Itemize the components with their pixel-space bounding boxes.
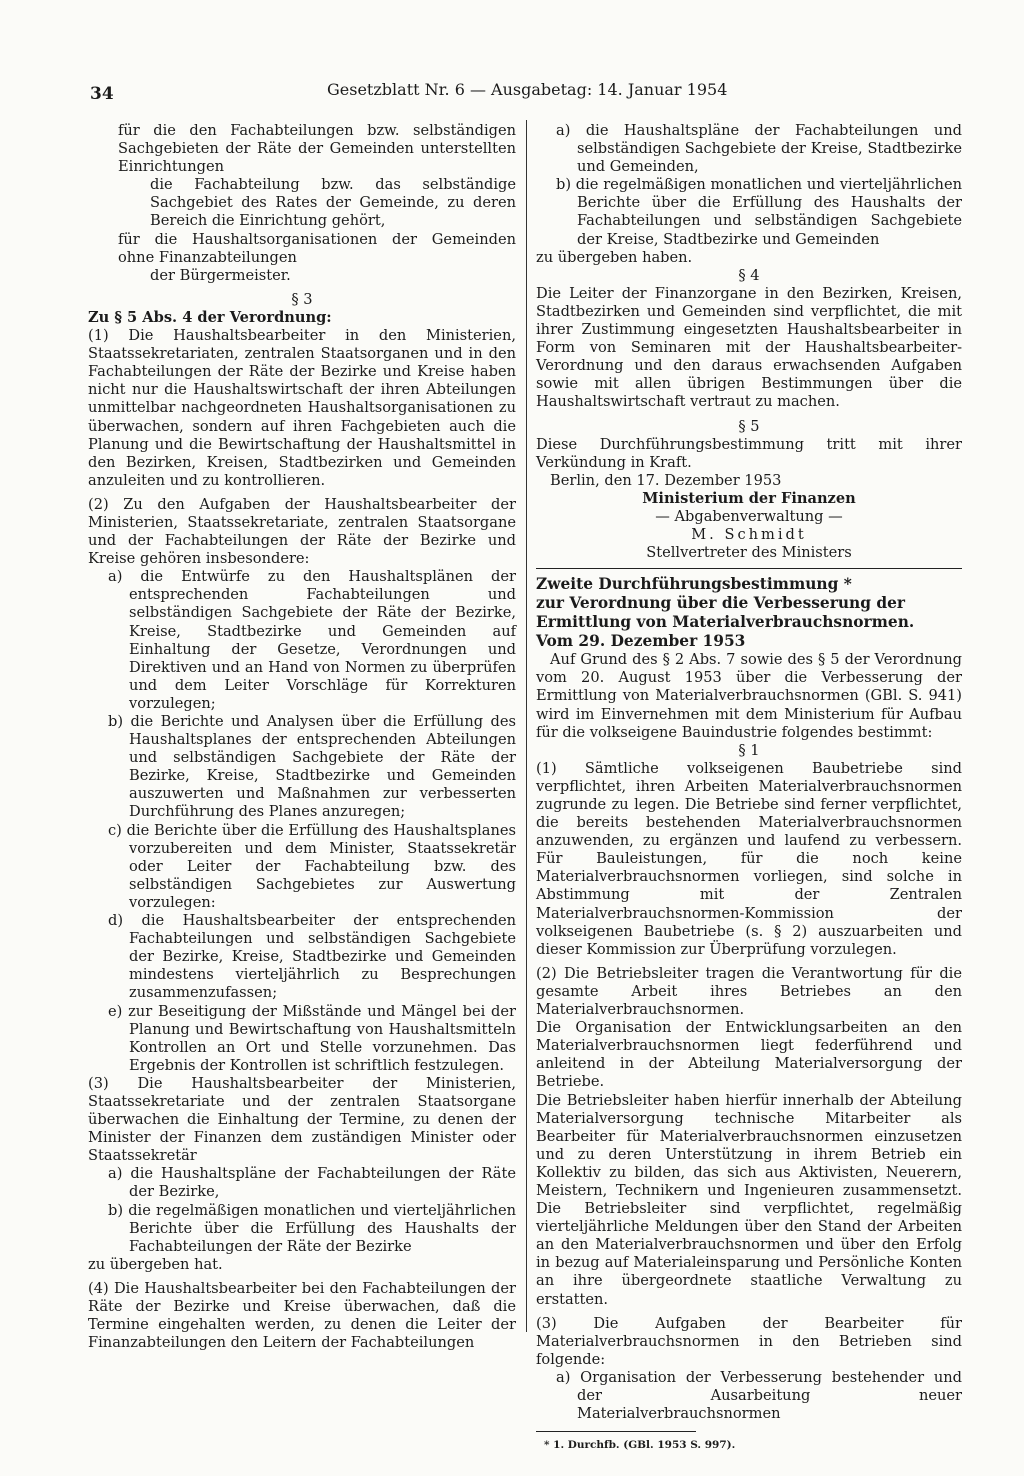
list-item: d) die Haushaltsbearbeiter der entsprechenden Fachabteilungen und selbständigen Sachgebiete der Bezirke, Kreise, Stadtbezirke und Gemeinden mindestens vierteljährlich zu Besprechungen zusammenzufassen; (108, 912, 516, 1002)
list-item: b) die regelmäßigen monatlichen und vierteljährlichen Berichte über die Erfüllung des Haushalts der Fachabteilungen und selbständigen Sachgebiete der Kreise, Stadtbezirke und Gemeinden (556, 176, 962, 248)
section-heading: § 4 (738, 266, 760, 284)
left-column (88, 122, 516, 1352)
page-header (90, 80, 968, 104)
intro-paragraph: für die den Fachabteilungen bzw. selbständigen Sachgebieten der Räte der Gemeinden unterstellten Einrichtungen (118, 122, 516, 176)
column-divider (526, 120, 527, 1332)
paragraph: Die Leiter der Finanzorgane in den Bezirken, Kreisen, Stadtbezirken und Gemeinden sind verpflichtet, die mit ihrer Zustimmung eingesetzten Haushaltsbearbeiter in Form von Seminaren mit der Haushaltsbearbeiter-Verordnung und den daraus erwachsenden Aufgaben sowie mit allen übrigen Bestimmungen über die Haushaltswirtschaft vertraut zu machen. (536, 284, 962, 411)
paragraph: Diese Durchführungsbestimmung tritt mit ihrer Verkündung in Kraft. (536, 435, 962, 471)
paragraph: (4) Die Haushaltsbearbeiter bei den Fachabteilungen der Räte der Bezirke und Kreise überwachen, daß die Termine eingehalten werden, zu denen die Leiter der Finanzabteilungen den Leitern der Fachabteilungen (88, 1279, 516, 1352)
list-item: a) die Haushaltspläne der Fachabteilungen und selbständigen Sachgebiete der Kreise, Stadtbezirke und Gemeinden, (556, 122, 962, 176)
department-name: — Abgabenverwaltung — (655, 507, 843, 525)
paragraph: (1) Sämtliche volkseigenen Baubetriebe sind verpflichtet, ihren Arbeiten Materialverbrauchsnormen zugrunde zu legen. Die Betriebe sind ferner verpflichtet, die bereits bestehenden Materialverbrauchsnormen anzuwenden, zu ergänzen und laufend zu verbessern. Für Bauleistungen, für die noch keine Materialverbrauchsnormen vorliegen, sind solche in Abstimmung mit der Zentralen Materialverbrauchsnormen-Kommission der volkseigenen Baubetriebe (s. § 2) auszuarbeiten und dieser Kommission zur Überprüfung vorzulegen. (536, 759, 962, 958)
date-line: Berlin, den 17. Dezember 1953 (550, 471, 782, 489)
paragraph: zu übergeben haben. (536, 248, 693, 266)
document-title: Zweite Durchführungsbestimmung * (536, 575, 852, 594)
list-item: b) die regelmäßigen monatlichen und vierteljährlichen Berichte über die Erfüllung des Haushalts der Fachabteilungen der Räte der Bezirke (108, 1201, 516, 1255)
intro-paragraph: der Bürgermeister. (150, 266, 291, 284)
footnote-rule (536, 1431, 696, 1432)
paragraph: (3) Die Aufgaben der Bearbeiter für Materialverbrauchsnormen in den Betrieben sind folgende: (536, 1314, 962, 1368)
paragraph: (2) Zu den Aufgaben der Haushaltsbearbeiter der Ministerien, Staatssekretariate, zentralen Staatsorgane und der Fachabteilungen der Räte der Bezirke und Kreise gehören insbesondere: (88, 495, 516, 568)
section-heading: § 1 (738, 741, 760, 759)
paragraph: (1) Die Haushaltsbearbeiter in den Ministerien, Staatssekretariaten, zentralen Staatsorganen und in den Fachabteilungen der Räte der Bezirke und Kreise haben nicht nur die Haushaltswirtschaft der ihren Abteilungen unmittelbar nachgeordneten Haushaltsorganisationen zu überwachen, sondern auf ihren Fachgebieten auch die Planung und die Bewirtschaftung der Haushaltsmittel in den Bezirken, Kreisen, Stadtbezirken und Gemeinden anzuleiten und zu kontrollieren. (88, 327, 516, 489)
section-subheading: Zu § 5 Abs. 4 der Verordnung: (88, 308, 332, 326)
paragraph: Die Betriebsleiter haben hierfür innerhalb der Abteilung Materialversorgung technische Mitarbeiter als Bearbeiter für Materialverbrauchsnormen einzusetzen und zu deren Unterstützung in ihrem Betrieb ein Kollektiv zu bilden, das sich aus Aktivisten, Neuerern, Meistern, Technikern und Ingenieuren zusammensetzt. Die Betriebsleiter sind verpflichtet, regelmäßig vierteljährliche Meldungen über den Stand der Arbeiten an den Materialverbrauchsnormen und über den Erfolg in bezug auf Materialeinsparung und Persönliche Konten an ihre übergeordnete staatliche Verwaltung zu erstatten. (536, 1091, 962, 1308)
signer-name: M. Schmidt (691, 526, 807, 544)
paragraph: Auf Grund des § 2 Abs. 7 sowie des § 5 der Verordnung vom 20. August 1953 über die Verbesserung der Ermittlung von Materialverbrauchsnormen (GBl. S. 941) wird im Einvernehmen mit dem Ministerium für Aufbau für die volkseigene Bauindustrie folgendes bestimmt: (536, 651, 962, 741)
list-item: e) zur Beseitigung der Mißstände und Mängel bei der Planung und Bewirtschaftung von Haushaltsmitteln Kontrollen an Ort und Stelle vorzunehmen. Das Ergebnis der Kontrollen ist schriftlich festzulegen. (108, 1002, 516, 1074)
section-heading: § 3 (291, 290, 313, 308)
list-item: b) die Berichte und Analysen über die Erfüllung des Haushaltsplanes der entsprechenden Abteilungen und selbständigen Sachgebiete der Räte der Bezirke, Kreise, Stadtbezirke und Gemeinden auszuwerten und Maßnahmen zur verbesserten Durchführung des Planes anzuregen; (108, 713, 516, 821)
right-column (536, 122, 962, 1454)
document-date: Vom 29. Dezember 1953 (536, 632, 746, 651)
signer-title: Stellvertreter des Ministers (646, 544, 852, 562)
paragraph: zu übergeben hat. (88, 1255, 223, 1273)
document-title: Ermittlung von Materialverbrauchsnormen. (536, 613, 915, 632)
ministry-name: Ministerium der Finanzen (642, 489, 856, 507)
section-heading: § 5 (738, 417, 760, 435)
list-item: a) Organisation der Verbesserung bestehender und der Ausarbeitung neuer Materialverbrauchsnormen (556, 1368, 962, 1423)
paragraph: (2) Die Betriebsleiter tragen die Verantwortung für die gesamte Arbeit ihres Betriebes an den Materialverbrauchsnormen. (536, 964, 962, 1019)
footnote: * 1. Durchfb. (GBl. 1953 S. 997). (544, 1439, 736, 1452)
page-number: 34 (90, 84, 114, 104)
list-item: a) die Haushaltspläne der Fachabteilungen der Räte der Bezirke, (108, 1165, 516, 1201)
running-title: Gesetzblatt Nr. 6 — Ausgabetag: 14. Januar 1954 (327, 80, 728, 99)
document-title: zur Verordnung über die Verbesserung der (536, 594, 905, 613)
paragraph: (3) Die Haushaltsbearbeiter der Ministerien, Staatssekretariate und der zentralen Staatsorgane überwachen die Einhaltung der Termine, zu denen der Minister der Finanzen dem zuständigen Minister oder Staatssekretär (88, 1074, 516, 1165)
intro-paragraph: die Fachabteilung bzw. das selbständige Sachgebiet des Rates der Gemeinde, zu deren Bereich die Einrichtung gehört, (150, 176, 516, 230)
intro-paragraph: für die Haushaltsorganisationen der Gemeinden ohne Finanzabteilungen (118, 230, 516, 266)
list-item: a) die Entwürfe zu den Haushaltsplänen der entsprechenden Fachabteilungen und selbständigen Sachgebiete der Räte der Bezirke, Kreise, Stadtbezirke und Gemeinden auf Einhaltung der Gesetze, Verordnungen und Direktiven und an Hand von Normen zu überprüfen und dem Leiter Vorschläge für Korrekturen vorzulegen; (108, 568, 516, 712)
section-rule (536, 568, 962, 569)
paragraph: Die Organisation der Entwicklungsarbeiten an den Materialverbrauchsnormen liegt federführend und anleitend in der Abteilung Materialversorgung der Betriebe. (536, 1019, 962, 1091)
list-item: c) die Berichte über die Erfüllung des Haushaltsplanes vorzubereiten und dem Minister, Staatssekretär oder Leiter der Fachabteilung bzw. des selbständigen Sachgebietes zur Auswertung vorzulegen: (108, 821, 516, 911)
